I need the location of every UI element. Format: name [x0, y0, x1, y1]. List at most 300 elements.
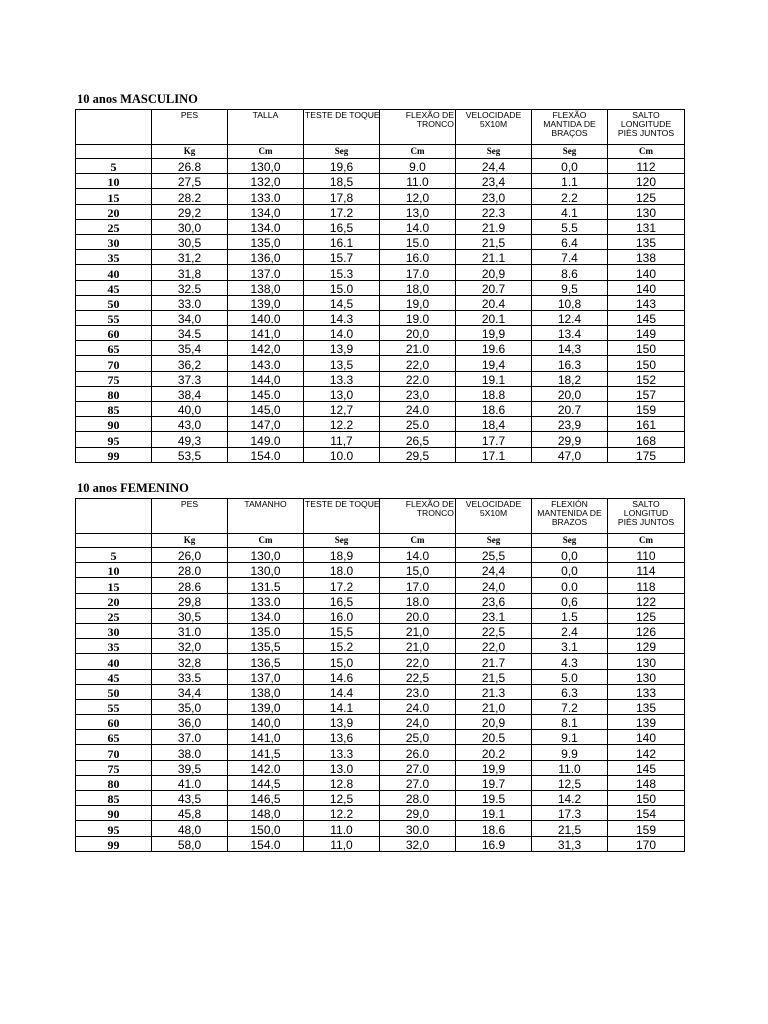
- value-velocidade: 19.7: [456, 775, 532, 790]
- title-main: MASCULINO: [120, 92, 198, 106]
- value-teste-de-toque: 13,9: [304, 341, 380, 356]
- value-salto-longitude: 161: [608, 417, 685, 432]
- header-line: PIÈS JUNTOS: [617, 128, 675, 139]
- header-line: TESTE DE TOQUE: [305, 499, 380, 509]
- value-flexao-mantida: 9.9: [532, 745, 608, 760]
- value-talla: 134.0: [228, 608, 304, 623]
- value-teste-de-toque: 13.0: [304, 760, 380, 775]
- value-teste-de-toque: 16,5: [304, 593, 380, 608]
- percentile-cell: 20: [76, 593, 152, 608]
- value-flexao-de-tronco: 24.0: [380, 402, 456, 417]
- value-talla: 138,0: [228, 684, 304, 699]
- value-pes: 34.5: [152, 326, 228, 341]
- value-salto-longitude: 125: [608, 608, 685, 623]
- table-row: [76, 326, 685, 341]
- header-flexao-mantida: [532, 110, 608, 145]
- table-row: [76, 402, 685, 417]
- table-row: [76, 806, 685, 821]
- table-row: [76, 174, 685, 189]
- value-velocidade: 21.1: [456, 250, 532, 265]
- table-row: [76, 295, 685, 310]
- value-flexao-de-tronco: 26.0: [380, 745, 456, 760]
- table-row: [76, 310, 685, 325]
- value-salto-longitude: 120: [608, 174, 685, 189]
- table-row: [76, 791, 685, 806]
- table-row: [76, 593, 685, 608]
- value-flexao-de-tronco: 24.0: [380, 699, 456, 714]
- header-line: TESTE DE TOQUE: [305, 110, 380, 120]
- header-talla: [228, 110, 304, 145]
- value-teste-de-toque: 11,7: [304, 432, 380, 447]
- value-flexao-mantida: 18,2: [532, 371, 608, 386]
- value-salto-longitude: 150: [608, 341, 685, 356]
- value-talla: 143.0: [228, 356, 304, 371]
- value-teste-de-toque: 17,8: [304, 189, 380, 204]
- value-flexao-mantida: 12,5: [532, 775, 608, 790]
- value-flexao-mantida: 14,3: [532, 341, 608, 356]
- header-line: MANTIDA DE: [543, 119, 596, 130]
- header-line: FLEXÃO: [552, 110, 587, 120]
- value-teste-de-toque: 16.1: [304, 234, 380, 249]
- value-teste-de-toque: 16.0: [304, 608, 380, 623]
- percentile-cell: 40: [76, 265, 152, 280]
- value-velocidade: 21,5: [456, 234, 532, 249]
- header-line: BRAZOS: [551, 517, 588, 528]
- value-flexao-mantida: 1.1: [532, 174, 608, 189]
- value-pes: 58,0: [152, 836, 228, 851]
- value-flexao-de-tronco: 12,0: [380, 189, 456, 204]
- value-teste-de-toque: 12,5: [304, 791, 380, 806]
- value-pes: 36,2: [152, 356, 228, 371]
- value-pes: 34,4: [152, 684, 228, 699]
- table-row: [76, 578, 685, 593]
- value-teste-de-toque: 14.0: [304, 326, 380, 341]
- unit-salto-longitude: Cm: [608, 145, 685, 159]
- value-flexao-mantida: 12.4: [532, 310, 608, 325]
- table-row: [76, 836, 685, 851]
- title-prefix: 10 anos: [77, 481, 117, 495]
- value-teste-de-toque: 14.4: [304, 684, 380, 699]
- header-line: TRONCO: [416, 119, 454, 130]
- unit-percentile: [76, 145, 152, 159]
- value-flexao-de-tronco: 26,5: [380, 432, 456, 447]
- header-line: FLEXÃO DE: [405, 499, 454, 509]
- value-pes: 37.0: [152, 730, 228, 745]
- title-prefix: 10 anos: [77, 92, 117, 106]
- value-teste-de-toque: 11,0: [304, 836, 380, 851]
- unit-row: [76, 534, 685, 548]
- header-pes: [152, 110, 228, 145]
- percentile-cell: 65: [76, 341, 152, 356]
- value-salto-longitude: 129: [608, 639, 685, 654]
- header-line: FLEXIÓN: [551, 499, 588, 509]
- value-teste-de-toque: 13,5: [304, 356, 380, 371]
- value-salto-longitude: 142: [608, 745, 685, 760]
- value-talla: 154.0: [228, 447, 304, 462]
- value-salto-longitude: 135: [608, 699, 685, 714]
- value-salto-longitude: 140: [608, 280, 685, 295]
- value-salto-longitude: 131: [608, 219, 685, 234]
- value-teste-de-toque: 13,9: [304, 715, 380, 730]
- percentile-cell: 25: [76, 608, 152, 623]
- value-velocidade: 23,6: [456, 593, 532, 608]
- header-salto-longitude: [608, 110, 685, 145]
- value-salto-longitude: 140: [608, 265, 685, 280]
- value-teste-de-toque: 12.2: [304, 806, 380, 821]
- value-flexao-de-tronco: 18.0: [380, 593, 456, 608]
- value-salto-longitude: 114: [608, 563, 685, 578]
- value-velocidade: 20.2: [456, 745, 532, 760]
- value-pes: 38,4: [152, 386, 228, 401]
- table-row: [76, 341, 685, 356]
- percentile-cell: 15: [76, 578, 152, 593]
- value-teste-de-toque: 15,5: [304, 623, 380, 638]
- header-percentile: [76, 110, 152, 145]
- value-salto-longitude: 130: [608, 654, 685, 669]
- table-row: [76, 548, 685, 563]
- percentile-cell: 70: [76, 745, 152, 760]
- percentile-cell: 30: [76, 234, 152, 249]
- value-teste-de-toque: 14,5: [304, 295, 380, 310]
- percentile-cell: 99: [76, 447, 152, 462]
- value-velocidade: 21.3: [456, 684, 532, 699]
- table-row: [76, 563, 685, 578]
- unit-talla: Cm: [228, 534, 304, 548]
- value-flexao-de-tronco: 19.0: [380, 310, 456, 325]
- value-salto-longitude: 148: [608, 775, 685, 790]
- value-talla: 144,5: [228, 775, 304, 790]
- value-velocidade: 19.6: [456, 341, 532, 356]
- unit-salto-longitude: Cm: [608, 534, 685, 548]
- value-teste-de-toque: 12.8: [304, 775, 380, 790]
- value-talla: 141,0: [228, 326, 304, 341]
- value-pes: 29,2: [152, 204, 228, 219]
- header-line: VELOCIDADE: [465, 110, 522, 120]
- header-teste-de-toque: [304, 499, 380, 534]
- value-velocidade: 20.1: [456, 310, 532, 325]
- value-velocidade: 20,9: [456, 265, 532, 280]
- header-line: 5X10M: [479, 508, 508, 519]
- value-pes: 32,8: [152, 654, 228, 669]
- value-salto-longitude: 139: [608, 715, 685, 730]
- value-salto-longitude: 159: [608, 402, 685, 417]
- value-velocidade: 17.7: [456, 432, 532, 447]
- value-flexao-mantida: 47,0: [532, 447, 608, 462]
- value-flexao-de-tronco: 22,0: [380, 654, 456, 669]
- table-row: [76, 234, 685, 249]
- percentile-cell: 99: [76, 836, 152, 851]
- table-row: [76, 447, 685, 462]
- value-flexao-de-tronco: 30.0: [380, 821, 456, 836]
- percentile-cell: 10: [76, 174, 152, 189]
- value-flexao-de-tronco: 24,0: [380, 715, 456, 730]
- section-title: [77, 481, 189, 496]
- value-flexao-mantida: 0.0: [532, 578, 608, 593]
- value-teste-de-toque: 13,6: [304, 730, 380, 745]
- value-flexao-mantida: 20.7: [532, 402, 608, 417]
- value-velocidade: 18.8: [456, 386, 532, 401]
- percentile-cell: 75: [76, 371, 152, 386]
- value-pes: 33.0: [152, 295, 228, 310]
- value-salto-longitude: 175: [608, 447, 685, 462]
- value-talla: 136,0: [228, 250, 304, 265]
- value-teste-de-toque: 17.2: [304, 578, 380, 593]
- value-pes: 32,0: [152, 639, 228, 654]
- value-pes: 35,0: [152, 699, 228, 714]
- value-pes: 43,0: [152, 417, 228, 432]
- header-line: MANTENIDA DE: [537, 508, 602, 519]
- value-teste-de-toque: 14.1: [304, 699, 380, 714]
- value-flexao-mantida: 13.4: [532, 326, 608, 341]
- value-teste-de-toque: 18.0: [304, 563, 380, 578]
- value-flexao-mantida: 20,0: [532, 386, 608, 401]
- value-velocidade: 16.9: [456, 836, 532, 851]
- value-talla: 134,0: [228, 204, 304, 219]
- value-teste-de-toque: 15,0: [304, 654, 380, 669]
- percentile-cell: 25: [76, 219, 152, 234]
- table-row: [76, 265, 685, 280]
- value-velocidade: 20.7: [456, 280, 532, 295]
- value-talla: 137.0: [228, 265, 304, 280]
- value-flexao-de-tronco: 16.0: [380, 250, 456, 265]
- table-row: [76, 159, 685, 174]
- value-teste-de-toque: 18,5: [304, 174, 380, 189]
- value-talla: 139,0: [228, 295, 304, 310]
- value-teste-de-toque: 19,6: [304, 159, 380, 174]
- value-teste-de-toque: 11.0: [304, 821, 380, 836]
- value-teste-de-toque: 16,5: [304, 219, 380, 234]
- value-pes: 35,4: [152, 341, 228, 356]
- value-talla: 144,0: [228, 371, 304, 386]
- value-flexao-de-tronco: 15.0: [380, 234, 456, 249]
- value-teste-de-toque: 15.3: [304, 265, 380, 280]
- header-line: VELOCIDADE: [465, 499, 522, 509]
- value-talla: 140,0: [228, 715, 304, 730]
- percentile-cell: 5: [76, 548, 152, 563]
- value-teste-de-toque: 15.2: [304, 639, 380, 654]
- header-velocidade: [456, 499, 532, 534]
- table-row: [76, 386, 685, 401]
- value-flexao-mantida: 29,9: [532, 432, 608, 447]
- value-teste-de-toque: 14.6: [304, 669, 380, 684]
- value-flexao-mantida: 9.1: [532, 730, 608, 745]
- value-flexao-de-tronco: 9.0: [380, 159, 456, 174]
- title-main: FEMENINO: [120, 481, 189, 495]
- table-row: [76, 699, 685, 714]
- value-flexao-mantida: 6.3: [532, 684, 608, 699]
- value-pes: 38.0: [152, 745, 228, 760]
- value-flexao-de-tronco: 17.0: [380, 578, 456, 593]
- header-pes: [152, 499, 228, 534]
- percentile-cell: 55: [76, 310, 152, 325]
- value-flexao-de-tronco: 21,0: [380, 623, 456, 638]
- value-flexao-de-tronco: 17.0: [380, 265, 456, 280]
- value-pes: 39,5: [152, 760, 228, 775]
- value-salto-longitude: 150: [608, 356, 685, 371]
- value-velocidade: 21.7: [456, 654, 532, 669]
- value-talla: 142.0: [228, 760, 304, 775]
- percentile-cell: 30: [76, 623, 152, 638]
- value-velocidade: 20.4: [456, 295, 532, 310]
- value-velocidade: 21,0: [456, 699, 532, 714]
- value-flexao-de-tronco: 27.0: [380, 760, 456, 775]
- value-flexao-de-tronco: 22,5: [380, 669, 456, 684]
- value-talla: 130,0: [228, 548, 304, 563]
- percentile-cell: 45: [76, 669, 152, 684]
- value-flexao-mantida: 0,6: [532, 593, 608, 608]
- value-flexao-de-tronco: 15,0: [380, 563, 456, 578]
- value-pes: 37.3: [152, 371, 228, 386]
- value-pes: 36,0: [152, 715, 228, 730]
- value-teste-de-toque: 13,0: [304, 386, 380, 401]
- value-flexao-mantida: 4.3: [532, 654, 608, 669]
- value-talla: 130,0: [228, 159, 304, 174]
- value-flexao-de-tronco: 18,0: [380, 280, 456, 295]
- value-flexao-de-tronco: 28.0: [380, 791, 456, 806]
- value-velocidade: 25,5: [456, 548, 532, 563]
- table-row: [76, 219, 685, 234]
- value-pes: 45,8: [152, 806, 228, 821]
- percentile-cell: 90: [76, 806, 152, 821]
- value-talla: 134.0: [228, 219, 304, 234]
- value-flexao-de-tronco: 20,0: [380, 326, 456, 341]
- value-pes: 43,5: [152, 791, 228, 806]
- percentile-cell: 60: [76, 326, 152, 341]
- percentile-cell: 55: [76, 699, 152, 714]
- value-talla: 139,0: [228, 699, 304, 714]
- value-pes: 31,2: [152, 250, 228, 265]
- value-pes: 29,8: [152, 593, 228, 608]
- value-velocidade: 18.6: [456, 402, 532, 417]
- header-teste-de-toque: [304, 110, 380, 145]
- header-line: BRAÇOS: [551, 128, 588, 139]
- value-pes: 30,5: [152, 608, 228, 623]
- value-talla: 136,5: [228, 654, 304, 669]
- value-flexao-de-tronco: 13,0: [380, 204, 456, 219]
- header-line: TALLA: [252, 110, 279, 120]
- unit-flexao-de-tronco: Cm: [380, 534, 456, 548]
- value-talla: 147,0: [228, 417, 304, 432]
- value-salto-longitude: 145: [608, 760, 685, 775]
- value-velocidade: 24,4: [456, 563, 532, 578]
- table-row: [76, 356, 685, 371]
- value-teste-de-toque: 13.3: [304, 371, 380, 386]
- table-row: [76, 250, 685, 265]
- value-pes: 41.0: [152, 775, 228, 790]
- value-flexao-de-tronco: 23,0: [380, 386, 456, 401]
- value-talla: 131.5: [228, 578, 304, 593]
- value-flexao-de-tronco: 14.0: [380, 219, 456, 234]
- value-salto-longitude: 157: [608, 386, 685, 401]
- header-row: [76, 110, 685, 145]
- value-velocidade: 19.1: [456, 806, 532, 821]
- value-velocidade: 19,4: [456, 356, 532, 371]
- header-line: LONGITUD: [623, 508, 669, 519]
- value-flexao-mantida: 5.5: [532, 219, 608, 234]
- table-row: [76, 745, 685, 760]
- value-velocidade: 17.1: [456, 447, 532, 462]
- value-salto-longitude: 130: [608, 204, 685, 219]
- value-velocidade: 24,4: [456, 159, 532, 174]
- table-row: [76, 371, 685, 386]
- value-talla: 150,0: [228, 821, 304, 836]
- value-flexao-mantida: 14.2: [532, 791, 608, 806]
- value-velocidade: 19,9: [456, 326, 532, 341]
- value-pes: 48,0: [152, 821, 228, 836]
- value-pes: 28.2: [152, 189, 228, 204]
- header-line: FLEXÃO DE: [405, 110, 454, 120]
- value-pes: 26.8: [152, 159, 228, 174]
- value-flexao-mantida: 21,5: [532, 821, 608, 836]
- header-line: PES: [180, 110, 199, 120]
- value-talla: 149.0: [228, 432, 304, 447]
- header-line: 5X10M: [479, 119, 508, 130]
- value-flexao-mantida: 16.3: [532, 356, 608, 371]
- percentile-cell: 70: [76, 356, 152, 371]
- value-flexao-mantida: 2.4: [532, 623, 608, 638]
- value-flexao-de-tronco: 29,5: [380, 447, 456, 462]
- percentile-cell: 85: [76, 402, 152, 417]
- unit-percentile: [76, 534, 152, 548]
- value-flexao-mantida: 3.1: [532, 639, 608, 654]
- unit-flexao-de-tronco: Cm: [380, 145, 456, 159]
- table-row: [76, 639, 685, 654]
- percentile-cell: 80: [76, 386, 152, 401]
- value-salto-longitude: 149: [608, 326, 685, 341]
- value-talla: 148,0: [228, 806, 304, 821]
- percentile-cell: 80: [76, 775, 152, 790]
- header-row: [76, 499, 685, 534]
- value-teste-de-toque: 18,9: [304, 548, 380, 563]
- value-pes: 31.0: [152, 623, 228, 638]
- value-velocidade: 23.1: [456, 608, 532, 623]
- value-velocidade: 24,0: [456, 578, 532, 593]
- value-flexao-mantida: 7.4: [532, 250, 608, 265]
- value-pes: 40,0: [152, 402, 228, 417]
- value-flexao-de-tronco: 21,0: [380, 639, 456, 654]
- value-flexao-de-tronco: 22,0: [380, 356, 456, 371]
- value-pes: 49,3: [152, 432, 228, 447]
- value-flexao-mantida: 8.6: [532, 265, 608, 280]
- header-line: TAMANHO: [244, 499, 287, 509]
- value-salto-longitude: 150: [608, 791, 685, 806]
- value-pes: 28.0: [152, 563, 228, 578]
- value-pes: 33.5: [152, 669, 228, 684]
- value-pes: 30,5: [152, 234, 228, 249]
- table-row: [76, 715, 685, 730]
- value-talla: 141,5: [228, 745, 304, 760]
- value-salto-longitude: 135: [608, 234, 685, 249]
- value-flexao-de-tronco: 27.0: [380, 775, 456, 790]
- value-flexao-mantida: 7.2: [532, 699, 608, 714]
- value-flexao-de-tronco: 20.0: [380, 608, 456, 623]
- header-flexao-mantida: [532, 499, 608, 534]
- header-flexao-de-tronco: [380, 110, 456, 145]
- header-talla: [228, 499, 304, 534]
- value-velocidade: 19,9: [456, 760, 532, 775]
- unit-teste-de-toque: Seg: [304, 145, 380, 159]
- percentile-cell: 50: [76, 684, 152, 699]
- value-flexao-mantida: 31,3: [532, 836, 608, 851]
- percentile-cell: 85: [76, 791, 152, 806]
- value-velocidade: 18,4: [456, 417, 532, 432]
- value-salto-longitude: 110: [608, 548, 685, 563]
- header-line: SALTO: [632, 110, 660, 120]
- percentile-cell: 60: [76, 715, 152, 730]
- value-velocidade: 20.5: [456, 730, 532, 745]
- value-velocidade: 22,5: [456, 623, 532, 638]
- value-teste-de-toque: 15.0: [304, 280, 380, 295]
